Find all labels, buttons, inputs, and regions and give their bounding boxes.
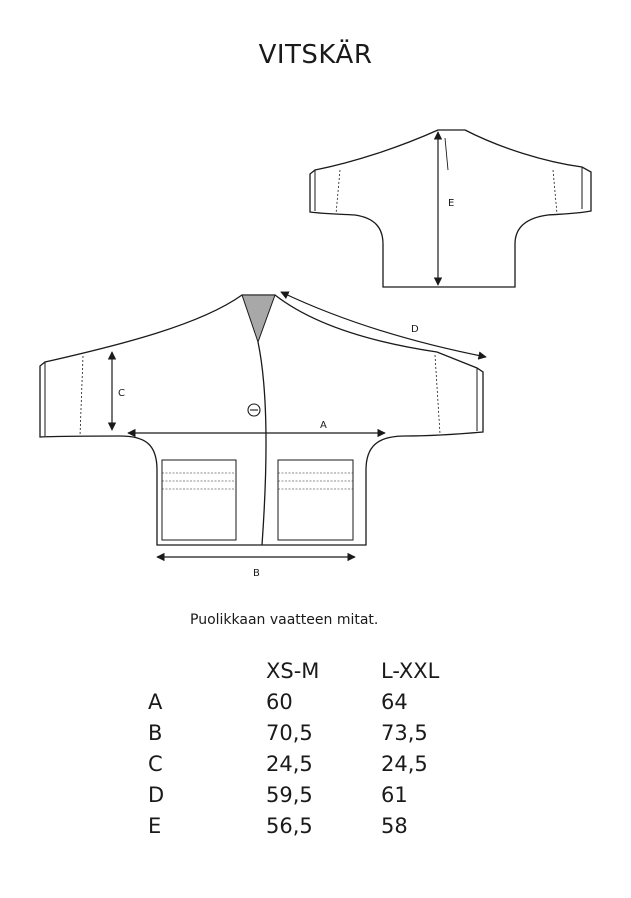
- pocket-stitching: [162, 473, 353, 489]
- right-pocket: [278, 460, 353, 540]
- row-xsm: 59,5: [266, 782, 313, 807]
- caption: Puolikkaan vaatteen mitat.: [190, 612, 379, 628]
- row-key: A: [148, 689, 163, 714]
- row-lxxl: 73,5: [381, 720, 428, 745]
- label-b: B: [253, 568, 260, 579]
- measure-d-line: [281, 292, 486, 357]
- table-header-cell: XS-M: [266, 658, 320, 683]
- row-xsm: 60: [266, 689, 293, 714]
- row-xsm: 24,5: [266, 751, 313, 776]
- table-row: [148, 686, 481, 717]
- back-right-seam: [553, 170, 557, 214]
- row-lxxl: 61: [381, 782, 408, 807]
- row-key: D: [148, 782, 165, 807]
- label-c: C: [118, 388, 125, 399]
- label-e: E: [448, 198, 455, 209]
- button-icon: [248, 404, 260, 416]
- table-header-row: [148, 655, 481, 686]
- front-opening: [258, 342, 266, 545]
- collar-gusset: [242, 295, 275, 342]
- row-key: E: [148, 813, 162, 838]
- table-row: [148, 810, 481, 841]
- row-xsm: 56,5: [266, 813, 313, 838]
- right-sleeve-seam: [435, 355, 440, 434]
- front-view: [40, 292, 486, 557]
- table-header-cell: L-XXL: [381, 658, 440, 683]
- row-lxxl: 24,5: [381, 751, 428, 776]
- row-key: B: [148, 720, 163, 745]
- label-d: D: [411, 324, 419, 335]
- left-pocket: [162, 460, 236, 540]
- back-left-seam: [336, 170, 340, 214]
- size-table: [148, 655, 481, 841]
- row-key: C: [148, 751, 163, 776]
- row-xsm: 70,5: [266, 720, 313, 745]
- row-lxxl: 64: [381, 689, 408, 714]
- left-sleeve-seam: [80, 356, 83, 436]
- table-row: [148, 779, 481, 810]
- row-lxxl: 58: [381, 813, 408, 838]
- table-header-cell: [148, 655, 266, 686]
- table-row: [148, 717, 481, 748]
- back-center-dart: [445, 138, 448, 170]
- table-row: [148, 748, 481, 779]
- page-title: VITSKÄR: [258, 40, 373, 70]
- label-a: A: [320, 420, 327, 431]
